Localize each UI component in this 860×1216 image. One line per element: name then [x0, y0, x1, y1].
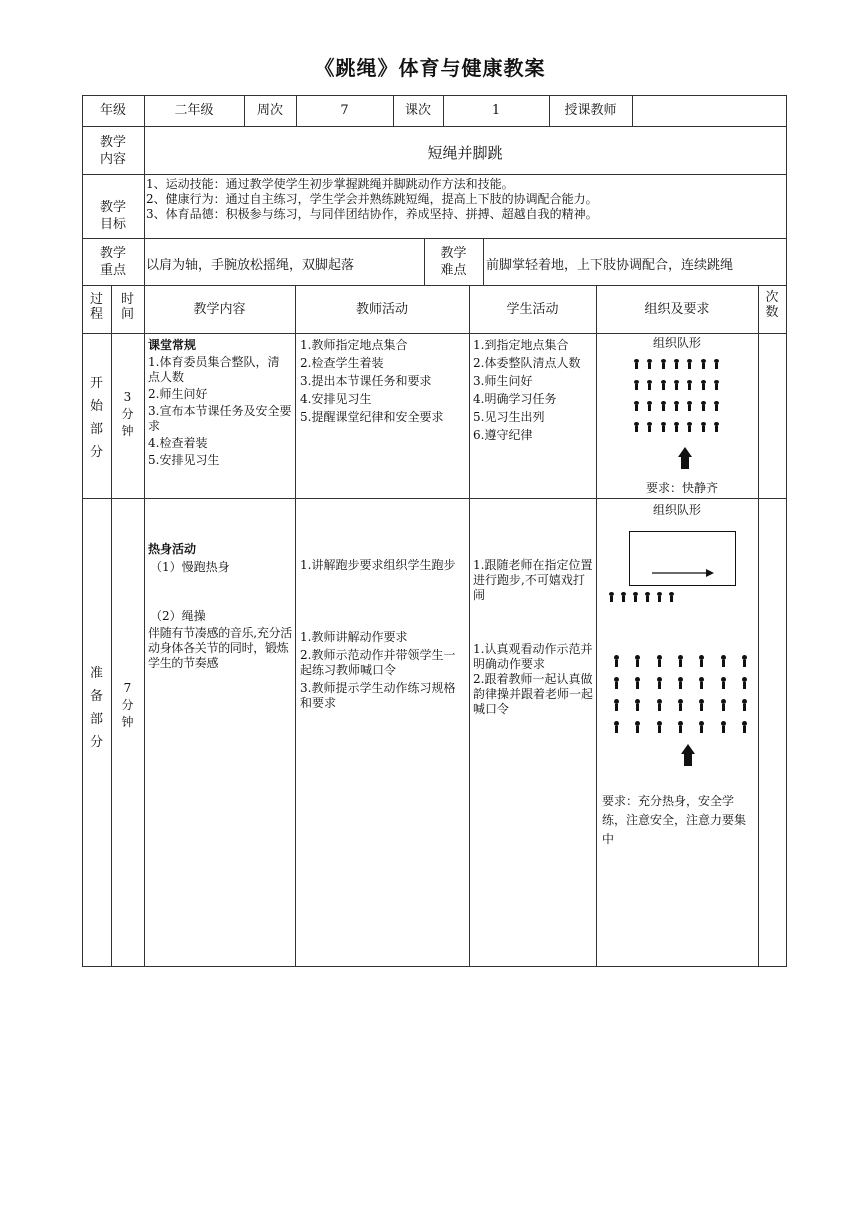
student-figure-icon	[647, 359, 652, 369]
student-figure-icon	[621, 592, 626, 602]
section1-content	[148, 338, 293, 468]
section1-student	[473, 338, 593, 446]
section1-time: 3 分 钟	[121, 390, 134, 438]
student-figure-icon	[698, 721, 705, 733]
week-value: 7	[340, 103, 349, 118]
list-item: 5.见习生出列	[473, 410, 545, 424]
list-item: 伴随有节凑感的音乐,充分活动身体各关节的同时，锻炼学生的节奏感	[148, 626, 292, 670]
list-item: 2.师生问好	[148, 387, 208, 401]
teacher-label: 授课教师	[564, 103, 617, 118]
student-figure-icon	[698, 699, 705, 711]
difficulty-value: 前脚掌轻着地，上下肢协调配合，连续跳绳	[486, 258, 734, 273]
student-figure-icon	[634, 359, 639, 369]
section2-content-title: 热身活动	[148, 542, 197, 556]
student-figure-icon	[741, 677, 748, 689]
col-count: 次 数	[765, 290, 779, 320]
list-item: 1.教师指定地点集合	[300, 338, 408, 352]
student-figure-icon	[656, 699, 663, 711]
list-item: 3.提出本节课任务和要求	[300, 374, 432, 388]
grade-label: 年级	[99, 103, 126, 118]
student-figure-icon	[701, 380, 706, 390]
key-value: 以肩为轴，手腕放松摇绳，双脚起落	[146, 258, 355, 273]
list-item: 1.体育委员集合整队，清 点人数	[148, 355, 280, 384]
teacher-icon	[678, 447, 692, 469]
list-item: 2.教师示范动作并带领学生一起练习教师喊口令	[300, 648, 456, 677]
student-figure-icon	[613, 677, 620, 689]
section2-teacher-1: 1.讲解跑步要求组织学生跑步	[300, 558, 456, 572]
student-figure-icon	[687, 422, 692, 432]
student-figure-icon	[634, 699, 641, 711]
list-item: 3.教师提示学生动作练习规格和要求	[300, 681, 456, 710]
list-item: （1）慢跑热身	[150, 560, 230, 574]
student-figure-icon	[661, 401, 666, 411]
student-figure-icon	[698, 677, 705, 689]
section2-org-requirement: 要求：充分热身，安全学练，注意安全，注意力要集 中	[602, 794, 747, 846]
student-figure-icon	[677, 655, 684, 667]
student-figure-icon	[701, 422, 706, 432]
col-process: 过 程	[89, 292, 103, 322]
list-item: （2）绳操	[150, 609, 206, 623]
grade-value: 二年级	[174, 103, 214, 118]
student-figure-icon	[609, 592, 614, 602]
list-item: 1.认真观看动作示范并明确动作要求	[473, 642, 593, 671]
student-figure-icon	[657, 592, 662, 602]
student-figure-icon	[661, 359, 666, 369]
student-figure-icon	[634, 677, 641, 689]
col-org: 组织及要求	[644, 302, 710, 317]
section2-name: 准 备 部 分	[89, 666, 103, 750]
student-figure-icon	[741, 699, 748, 711]
running-track	[629, 531, 736, 586]
list-item: 1.到指定地点集合	[473, 338, 569, 352]
goal-item: 2、健康行为：通过自主练习，学生学会并熟练跳短绳，提高上下肢的协调配合能力。	[146, 192, 598, 206]
student-figure-icon	[613, 721, 620, 733]
student-figure-icon	[634, 721, 641, 733]
goals-list	[146, 177, 782, 222]
list-item: 4.安排见习生	[300, 392, 372, 406]
section2-student-1: 1.跟随老师在指定位置进行跑步,不可嬉戏打闹	[473, 558, 593, 602]
student-figure-icon	[720, 677, 727, 689]
goal-item: 3、体育品德：积极参与练习，与同伴团结协作，养成坚持、拼搏、超越自我的精神。	[146, 207, 598, 221]
student-figure-icon	[674, 380, 679, 390]
lesson-label: 课次	[404, 103, 431, 118]
student-figure-icon	[647, 380, 652, 390]
col-content: 教学内容	[193, 302, 246, 317]
student-figure-icon	[741, 721, 748, 733]
student-figure-icon	[741, 655, 748, 667]
student-figure-icon	[634, 380, 639, 390]
student-figure-icon	[656, 677, 663, 689]
difficulty-label: 教学 难点	[440, 246, 467, 278]
section2-teacher	[300, 630, 465, 714]
student-figure-icon	[613, 699, 620, 711]
section2-content	[148, 542, 293, 671]
student-figure-icon	[634, 655, 641, 667]
student-figure-icon	[677, 721, 684, 733]
student-figure-icon	[669, 592, 674, 602]
section2-time: 7 分 钟	[121, 681, 134, 729]
goals-label: 教学 目标	[99, 200, 126, 232]
list-item: 5.提醒课堂纪律和安全要求	[300, 410, 444, 424]
student-figure-icon	[687, 380, 692, 390]
student-figure-icon	[634, 422, 639, 432]
student-figure-icon	[720, 655, 727, 667]
student-figure-icon	[701, 401, 706, 411]
arrow-right-icon	[630, 532, 735, 585]
student-figure-icon	[674, 422, 679, 432]
page-title: 《跳绳》体育与健康教案	[314, 56, 546, 80]
student-figure-icon	[720, 699, 727, 711]
list-item: 2.检查学生着装	[300, 356, 384, 370]
list-item: 2.跟着教师一起认真做韵律操并跟着老师一起喊口令	[473, 672, 594, 716]
list-item: 3.师生问好	[473, 374, 533, 388]
student-figure-icon	[720, 721, 727, 733]
student-figure-icon	[661, 380, 666, 390]
student-figure-icon	[633, 592, 638, 602]
student-figure-icon	[674, 401, 679, 411]
lesson-value: 1	[491, 103, 501, 118]
student-figure-icon	[698, 655, 705, 667]
goal-item: 1、运动技能：通过教学使学生初步掌握跳绳并脚跳动作方法和技能。	[146, 177, 514, 191]
list-item: 4.检查着装	[148, 436, 208, 450]
list-item: 3.宣布本节课任务及安全要求	[148, 404, 292, 433]
student-figure-icon	[674, 359, 679, 369]
list-item: 2.体委整队清点人数	[473, 356, 581, 370]
student-figure-icon	[647, 422, 652, 432]
col-time: 时 间	[120, 292, 134, 322]
student-figure-icon	[677, 677, 684, 689]
student-figure-icon	[656, 721, 663, 733]
section2-org-title: 组织队形	[652, 503, 701, 517]
student-figure-icon	[714, 401, 719, 411]
student-figure-icon	[687, 401, 692, 411]
list-item: 1.教师讲解动作要求	[300, 630, 408, 644]
section1-content-title: 课堂常规	[148, 338, 197, 352]
student-figure-icon	[613, 655, 620, 667]
student-figure-icon	[714, 359, 719, 369]
teacher-icon	[681, 744, 695, 766]
content-label: 教学 内容	[99, 135, 126, 167]
student-figure-icon	[645, 592, 650, 602]
key-label: 教学 重点	[99, 246, 126, 278]
section1-org-title: 组织队形	[652, 336, 701, 350]
section1-org-requirement: 要求：快静齐	[646, 481, 719, 495]
section1-teacher	[300, 338, 465, 428]
student-figure-icon	[687, 359, 692, 369]
list-item: 5.安排见习生	[148, 453, 220, 467]
col-teacher: 教师活动	[355, 302, 408, 317]
student-figure-icon	[661, 422, 666, 432]
student-figure-icon	[634, 401, 639, 411]
student-figure-icon	[714, 380, 719, 390]
section1-name: 开 始 部 分	[89, 376, 103, 460]
list-item: 6.遵守纪律	[473, 428, 533, 442]
week-label: 周次	[256, 103, 283, 118]
student-figure-icon	[677, 699, 684, 711]
student-figure-icon	[647, 401, 652, 411]
list-item: 4.明确学习任务	[473, 392, 557, 406]
student-figure-icon	[714, 422, 719, 432]
student-figure-icon	[656, 655, 663, 667]
section2-student	[473, 642, 595, 717]
col-student: 学生活动	[506, 302, 559, 317]
student-figure-icon	[701, 359, 706, 369]
content-value: 短绳并脚跳	[427, 144, 503, 162]
